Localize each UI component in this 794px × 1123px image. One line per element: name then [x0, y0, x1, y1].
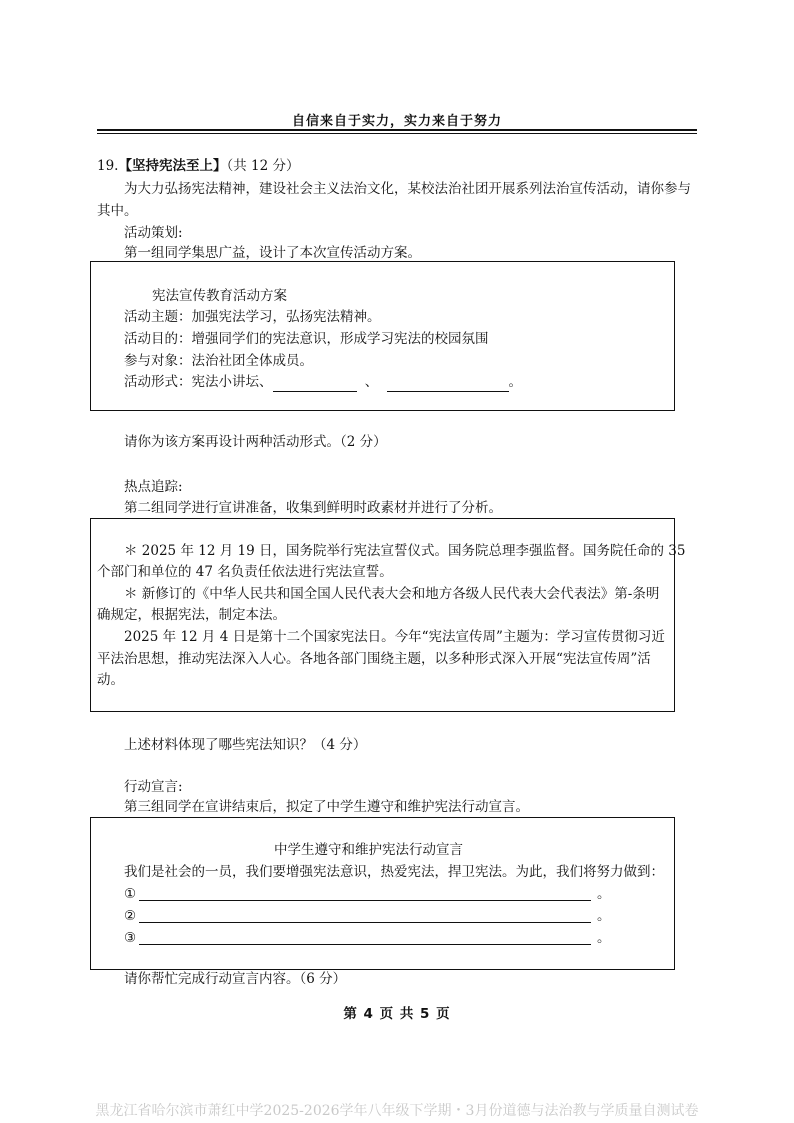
declaration-item-1-end: 。 [597, 886, 611, 902]
section2-heading: 热点追踪: [124, 479, 183, 495]
declaration-item-1-marker: ① [124, 886, 137, 902]
question-intro-line2: 其中。 [97, 203, 138, 219]
section3-task: 请你帮忙完成行动宣言内容。（6 分） [124, 971, 347, 987]
plan-purpose: 活动目的：增强同学们的宪法意识，形成学习宪法的校园氛围 [124, 331, 489, 347]
page-number: 第 4 页 共 5 页 [343, 1006, 451, 1022]
plan-participants: 参与对象：法治社团全体成员。 [124, 353, 313, 369]
declaration-item-3-marker: ③ [124, 930, 137, 946]
header-motto: 自信来自于实力，实力来自于努力 [291, 114, 502, 129]
plan-forms-end: 。 [508, 374, 522, 390]
material-p2-line1: ＊ 新修订的《中华人民共和国全国人民代表大会和地方各级人民代表大会代表法》第-条明 [124, 586, 660, 602]
plan-forms-prefix: 活动形式：宪法小讲坛、 [124, 374, 273, 390]
section1-heading: 活动策划: [124, 225, 183, 241]
answer-line-2[interactable] [139, 922, 591, 923]
question-heading [97, 156, 300, 176]
question-title: 【坚持宪法至上】 [118, 158, 227, 174]
answer-line-3[interactable] [139, 944, 591, 945]
declaration-intro: 我们是社会的一员，我们要增强宪法意识，热爱宪法，捍卫宪法。为此，我们将努力做到： [124, 864, 664, 880]
material-p3-line2: 平法治思想，推动宪法深入人心。各地各部门围绕主题，以多种形式深入开展“宪法宣传周”活 [97, 651, 651, 667]
material-p3-line1: 2025 年 12 月 4 日是第十二个国家宪法日。今年“宪法宣传周”主题为：学习宣传贯彻习近 [124, 629, 665, 645]
declaration-title: 中学生遵守和维护宪法行动宣言 [274, 842, 463, 858]
section1-task: 请你为该方案再设计两种活动形式。（2 分） [124, 434, 387, 450]
material-p2-line2: 确规定，根据宪法，制定本法。 [97, 607, 286, 623]
material-p1-line2: 个部门和单位的 47 名负责任依法进行宪法宣誓。 [97, 564, 393, 580]
plan-title: 宪法宣传教育活动方案 [152, 288, 287, 304]
plan-box [90, 261, 675, 411]
plan-forms-sep: 、 [364, 374, 379, 390]
material-box [90, 518, 686, 712]
declaration-box [90, 817, 675, 970]
question-intro-line1: 为大力弘扬宪法精神，建设社会主义法治文化，某校法治社团开展系列法治宣传活动，请你参与 [124, 181, 691, 197]
declaration-item-2-end: 。 [597, 908, 611, 924]
section2-desc: 第二组同学进行宣讲准备，收集到鲜明时政素材并进行了分析。 [124, 500, 502, 516]
material-p3-line3: 动。 [97, 672, 124, 688]
watermark: 黑龙江省哈尔滨市萧红中学2025-2026学年八年级下学期・3月份道德与法治教与学质量自测试卷 [95, 1103, 699, 1119]
declaration-item-3-end: 。 [597, 930, 611, 946]
section1-desc: 第一组同学集思广益，设计了本次宣传活动方案。 [124, 245, 421, 261]
section2-task: 上述材料体现了哪些宪法知识？（4 分） [124, 737, 367, 753]
section3-heading: 行动宣言: [124, 779, 183, 795]
answer-blank-form-1[interactable] [273, 377, 357, 392]
question-score: （共 12 分） [226, 158, 300, 174]
header-rule-thin [97, 133, 697, 134]
answer-blank-form-2[interactable] [387, 377, 509, 392]
plan-theme: 活动主题：加强宪法学习，弘扬宪法精神。 [124, 309, 381, 325]
answer-line-1[interactable] [139, 900, 591, 901]
plan-forms [124, 372, 522, 392]
question-number: 19. [97, 158, 119, 174]
header-rule-thick [97, 129, 697, 131]
material-p1-line1: ＊ 2025 年 12 月 19 日，国务院举行宪法宣誓仪式。国务院总理李强监督。国务院任命的 35 [124, 543, 686, 559]
declaration-item-2-marker: ② [124, 908, 137, 924]
section3-desc: 第三组同学在宣讲结束后，拟定了中学生遵守和维护宪法行动宣言。 [124, 799, 529, 815]
